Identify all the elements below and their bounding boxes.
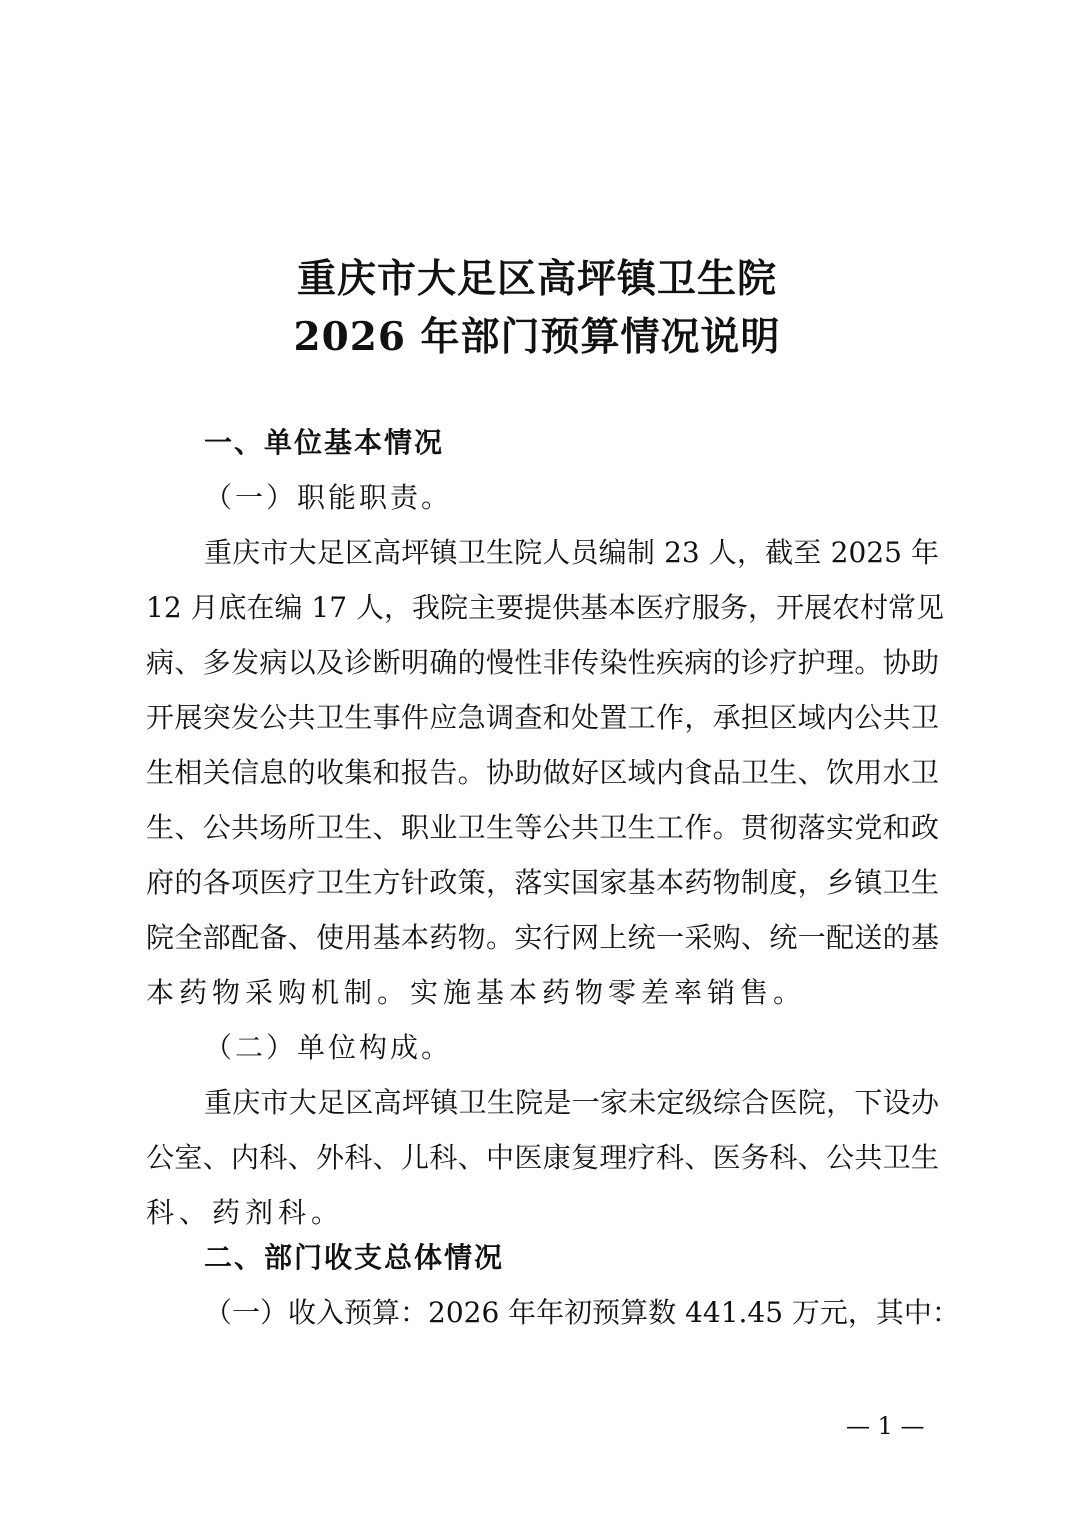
paragraph-line: 府的各项医疗卫生方针政策，落实国家基本药物制度，乡镇卫生 xyxy=(146,866,939,899)
paragraph-line: 公室、内科、外科、儿科、中医康复理疗科、医务科、公共卫生 xyxy=(146,1141,939,1174)
paragraph-line: 重庆市大足区高坪镇卫生院人员编制 23 人，截至 2025 年 xyxy=(204,536,939,569)
section-1-sub-2-heading: （二）单位构成。 xyxy=(204,1031,453,1064)
document-title-line-1: 重庆市大足区高坪镇卫生院 xyxy=(296,256,777,302)
document-title-line-2: 2026 年部门预算情况说明 xyxy=(293,314,781,360)
paragraph-line: 生、公共场所卫生、职业卫生等公共卫生工作。贯彻落实党和政 xyxy=(146,811,939,844)
paragraph-line: 重庆市大足区高坪镇卫生院是一家未定级综合医院，下设办 xyxy=(204,1086,939,1119)
paragraph-line: 生相关信息的收集和报告。协助做好区域内食品卫生、饮用水卫 xyxy=(146,756,939,789)
section-2-sub-1-line: （一）收入预算：2026 年年初预算数 441.45 万元，其中： xyxy=(204,1296,960,1329)
paragraph-line: 科、药剂科。 xyxy=(146,1196,345,1229)
paragraph-line: 本药物采购机制。实施基本药物零差率销售。 xyxy=(146,976,807,1009)
section-2-heading: 二、部门收支总体情况 xyxy=(204,1241,505,1274)
page-number: — 1 — xyxy=(846,1412,925,1440)
paragraph-line: 院全部配备、使用基本药物。实行网上统一采购、统一配送的基 xyxy=(146,921,939,954)
paragraph-line: 病、多发病以及诊断明确的慢性非传染性疾病的诊疗护理。协助 xyxy=(146,646,939,679)
section-1-heading: 一、单位基本情况 xyxy=(204,426,445,459)
section-1-sub-1-heading: （一）职能职责。 xyxy=(204,481,453,514)
paragraph-line: 12 月底在编 17 人，我院主要提供基本医疗服务，开展农村常见 xyxy=(146,591,944,624)
paragraph-line: 开展突发公共卫生事件应急调查和处置工作，承担区域内公共卫 xyxy=(146,701,939,734)
